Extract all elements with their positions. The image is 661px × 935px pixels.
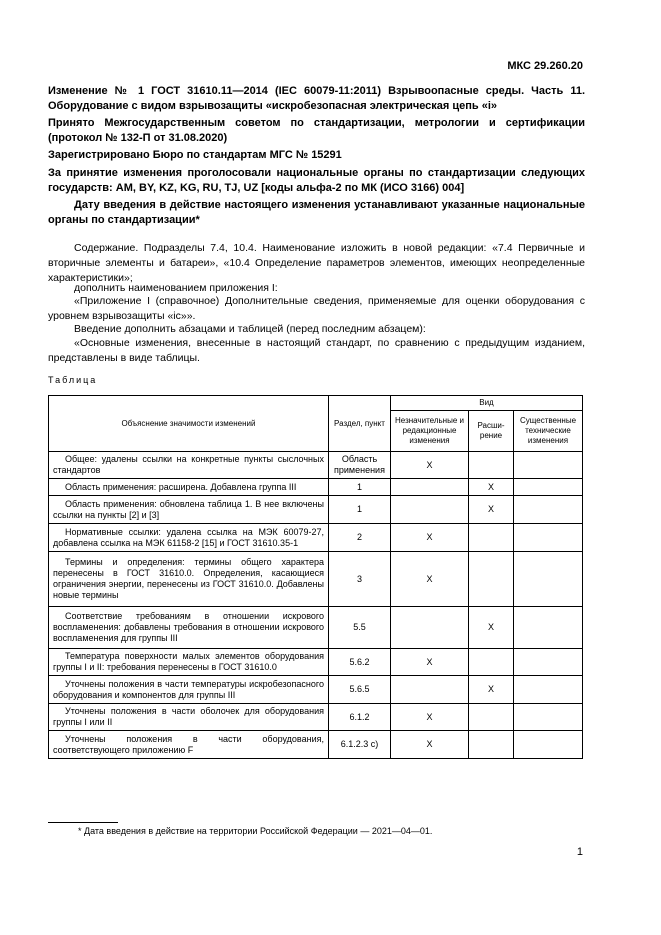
body-paragraph-2: дополнить наименованием приложения I:	[74, 282, 278, 294]
row-section: 6.1.2.3 с)	[329, 731, 391, 759]
header-minor: Незначительные и редакционные изменения	[391, 411, 469, 452]
row-major-mark	[514, 731, 583, 759]
body-paragraph-4: Введение дополнить абзацами и таблицей (перед последним абзацем):	[74, 323, 426, 335]
row-minor-mark	[391, 676, 469, 704]
row-description: Область применения: расширена. Добавлена группа III	[49, 479, 329, 496]
table-row	[49, 649, 583, 676]
page-number: 1	[576, 846, 583, 858]
table-row	[49, 496, 583, 524]
header-vid: Вид	[391, 396, 583, 411]
table-row	[49, 607, 583, 649]
doc-code: МКС 29.260.20	[507, 60, 583, 72]
body-paragraph-1: Содержание. Подразделы 7.4, 10.4. Наименование изложить в новой редакции: «7.4 Первичные и вторичные элементы и батареи», «10.4 Определение параметров элементов, имеющих неопределенные характеристики»;	[48, 242, 585, 284]
row-major-mark	[514, 704, 583, 731]
row-description: Уточнены положения в части температуры искробезопасного оборудования и компонентов для группы III	[49, 676, 329, 704]
row-minor-mark	[391, 496, 469, 524]
row-extension-mark	[469, 649, 514, 676]
table-row	[49, 676, 583, 704]
row-extension-mark: X	[469, 676, 514, 704]
row-major-mark	[514, 649, 583, 676]
header-description: Объяснение значимости изменений	[49, 396, 329, 452]
row-minor-mark: X	[391, 649, 469, 676]
row-minor-mark: X	[391, 552, 469, 607]
row-major-mark	[514, 524, 583, 552]
row-section: 3	[329, 552, 391, 607]
row-major-mark	[514, 479, 583, 496]
row-major-mark	[514, 676, 583, 704]
row-description: Температура поверхности малых элементов оборудования группы I и II: требования перенесены в ГОСТ 31610.0	[49, 649, 329, 676]
row-minor-mark	[391, 479, 469, 496]
row-section: 2	[329, 524, 391, 552]
row-description: Нормативные ссылки: удалена ссылка на МЭК 60079-27, добавлена ссылка на МЭК 61158-2 [15] и ГОСТ 31610.35-1	[49, 524, 329, 552]
row-major-mark	[514, 452, 583, 479]
row-major-mark	[514, 552, 583, 607]
row-extension-mark	[469, 452, 514, 479]
voting-statement: За принятие изменения проголосовали национальные органы по стандартизации следующих государств: AM, BY, KZ, KG, RU, TJ, UZ [коды альфа-2 по МК (ИСО 3166) 004]	[48, 167, 585, 194]
row-description: Термины и определения: термины общего характера перенесены в ГОСТ 31610.0. Определения, касающиеся ограничения энергии, перенесены из ГОСТ 31610.0. Добавлены новые термины	[49, 552, 329, 607]
row-description: Общее: удалены ссылки на конкретные пункты сыслочных стандартов	[49, 452, 329, 479]
row-description: Соответствие требованиям в отношении искрового воспламенения: добавлены требования в отношении искрового воспламенения для группы III	[49, 607, 329, 649]
row-minor-mark: X	[391, 731, 469, 759]
table-label: Таблица	[48, 375, 98, 385]
row-extension-mark: X	[469, 607, 514, 649]
row-extension-mark	[469, 552, 514, 607]
body-paragraph-3: «Приложение I (справочное) Дополнительные сведения, применяемые для оценки оборудования с уровнем взрывозащиты «ic»».	[48, 295, 585, 322]
row-minor-mark: X	[391, 524, 469, 552]
table-row	[49, 452, 583, 479]
row-major-mark	[514, 607, 583, 649]
row-section: 5.5	[329, 607, 391, 649]
table-header-row	[49, 396, 583, 411]
row-section: 5.6.5	[329, 676, 391, 704]
row-section: 6.1.2	[329, 704, 391, 731]
header-extension: Расши-рение	[469, 411, 514, 452]
row-extension-mark	[469, 524, 514, 552]
body-paragraph-5: «Основные изменения, внесенные в настоящий стандарт, по сравнению с предыдущим изданием, представлены в виде таблицы.	[48, 337, 585, 364]
table-row	[49, 731, 583, 759]
header-major: Существенные технические изменения	[514, 411, 583, 452]
footnote-divider	[48, 822, 118, 823]
row-extension-mark: X	[469, 479, 514, 496]
row-extension-mark	[469, 731, 514, 759]
row-description: Уточнены положения в части оболочек для оборудования группы I или II	[49, 704, 329, 731]
row-extension-mark	[469, 704, 514, 731]
footnote: * Дата введения в действие на территории Российской Федерации — 2021—04—01.	[78, 826, 433, 836]
adopted-statement: Принято Межгосударственным советом по стандартизации, метрологии и сертификации (протокол № 132-П от 31.08.2020)	[48, 117, 585, 144]
row-extension-mark: X	[469, 496, 514, 524]
amendment-title: Изменение № 1 ГОСТ 31610.11—2014 (IEC 60079-11:2011) Взрывоопасные среды. Часть 11. Оборудование с видом взрывозащиты «искробезопасная электрическая цепь «i»	[48, 85, 585, 112]
table-row	[49, 524, 583, 552]
row-minor-mark: X	[391, 452, 469, 479]
row-section: 1	[329, 496, 391, 524]
row-major-mark	[514, 496, 583, 524]
effective-date-statement: Дату введения в действие настоящего изменения устанавливают указанные национальные органы по стандартизации*	[48, 199, 585, 226]
table-row	[49, 704, 583, 731]
row-description: Область применения: обновлена таблица 1. В нее включены ссылки на пункты [2] и [3]	[49, 496, 329, 524]
changes-table	[48, 395, 583, 759]
row-description: Уточнены положения в части оборудования, соответствующего приложению F	[49, 731, 329, 759]
row-section: 1	[329, 479, 391, 496]
row-section: Область применения	[329, 452, 391, 479]
table-row	[49, 552, 583, 607]
header-section: Раздел, пункт	[329, 396, 391, 452]
registration-statement: Зарегистрировано Бюро по стандартам МГС № 15291	[48, 149, 342, 161]
row-section: 5.6.2	[329, 649, 391, 676]
row-minor-mark: X	[391, 704, 469, 731]
row-minor-mark	[391, 607, 469, 649]
table-row	[49, 479, 583, 496]
